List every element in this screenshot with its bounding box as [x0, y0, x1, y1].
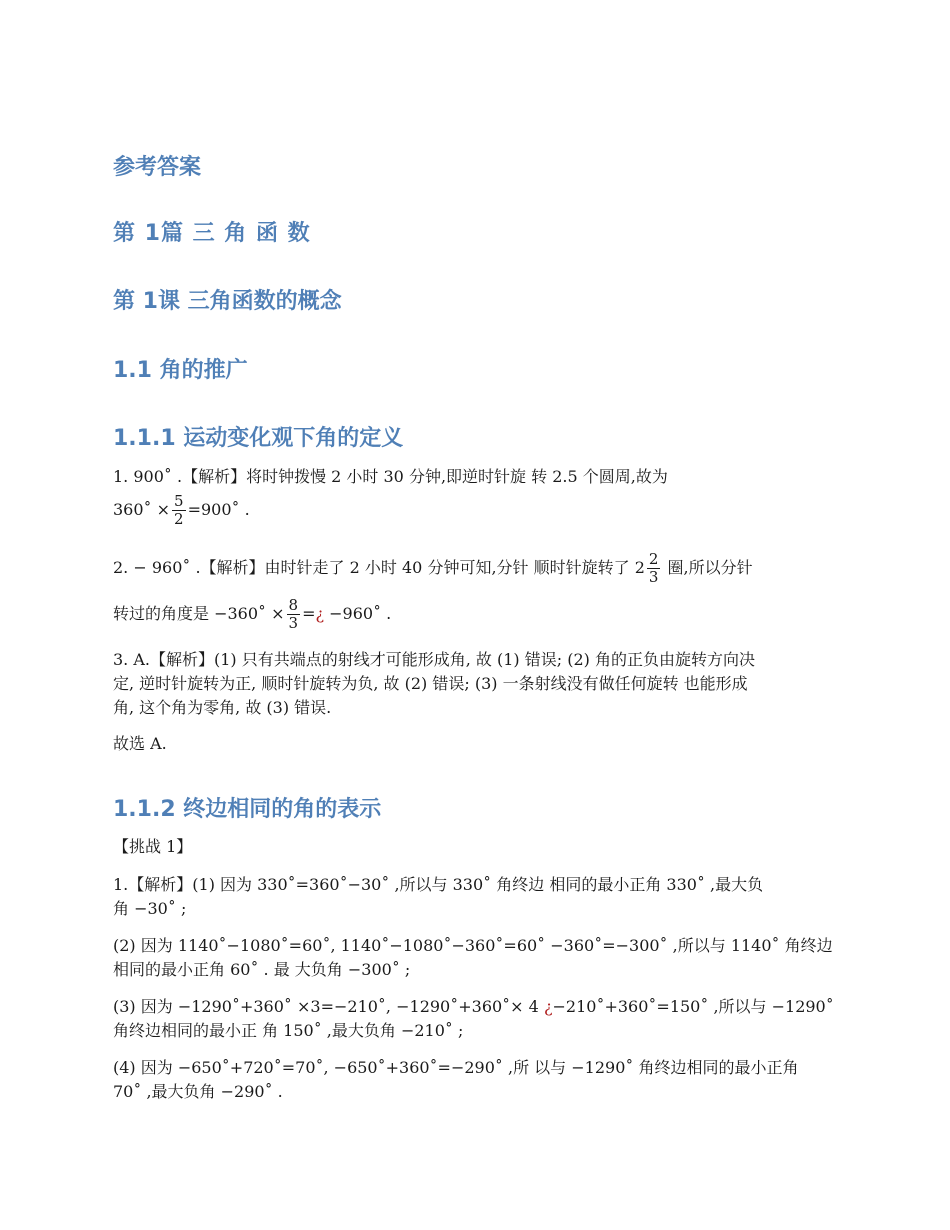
q1-line1: 1. 900˚ .【解析】将时钟拨慢 2 小时 30 分钟,即逆时针旋 转 2.5 个圆周,故为	[113, 467, 668, 486]
q2-frac-num: 8	[288, 596, 299, 614]
challenge-a3-glyph: ¿	[543, 997, 553, 1016]
q1-line2	[113, 490, 838, 530]
subsection-heading-1: 1.1.1 运动变化观下角的定义	[113, 426, 404, 451]
q2-line2	[113, 594, 838, 634]
q2-line1-b: 圈,所以分针	[667, 558, 753, 577]
q2-mixed-den: 3	[648, 568, 659, 586]
challenge-a3-line1	[113, 994, 838, 1020]
q3-line2: 定, 逆时针旋转为正, 顺时针旋转为负, 故 (2) 错误; (3) 一条射线没有做任何旋转 也能形成	[113, 674, 748, 693]
part-heading: 第 1篇 三 角 函 数	[113, 221, 311, 246]
q2-line2-a: 转过的角度是 −360˚ ×	[113, 604, 285, 623]
challenge-a3-line1-b: −210˚+360˚=150˚ ,所以与 −1290˚	[552, 997, 834, 1016]
q1-frac-den: 2	[174, 510, 184, 528]
challenge-a1-line1: 1.【解析】(1) 因为 330˚=360˚−30˚ ,所以与 330˚ 角终边 相同的最小正角 330˚ ,最大负	[113, 875, 764, 894]
challenge-a2-line1: (2) 因为 1140˚−1080˚=60˚, 1140˚−1080˚−360˚=60˚ −360˚=−300˚ ,所以与 1140˚ 角终边	[113, 936, 833, 955]
q3-line3: 角, 这个角为零角, 故 (3) 错误.	[113, 698, 332, 717]
subsection-heading-2: 1.1.2 终边相同的角的表示	[113, 797, 382, 822]
q2-line2-eq: =	[302, 604, 316, 623]
section-heading: 1.1 角的推广	[113, 358, 248, 383]
q2-frac-den: 3	[288, 614, 299, 632]
q2-line1-a: 2. − 960˚ .【解析】由时针走了 2 小时 40 分钟可知,分针 顺时针旋转了 2	[113, 558, 645, 577]
lesson-heading: 第 1课 三角函数的概念	[113, 289, 342, 314]
q2-glyph: ¿	[315, 604, 325, 623]
challenge-a1-line2: 角 −30˚ ;	[113, 899, 187, 918]
q1-line2-a: 360˚ ×	[113, 500, 171, 519]
q1-frac-num: 5	[174, 492, 184, 510]
q2-fraction	[287, 597, 301, 632]
q3-line1: 3. A.【解析】(1) 只有共端点的射线才可能形成角, 故 (1) 错误; (2) 角的正负由旋转方向决	[113, 650, 755, 669]
q1-line2-b: =900˚ .	[187, 500, 250, 519]
q2-line1	[113, 548, 838, 588]
challenge-a2-line2: 相同的最小正角 60˚ . 最 大负角 −300˚ ;	[113, 960, 411, 979]
challenge-a4-line1: (4) 因为 −650˚+720˚=70˚, −650˚+360˚=−290˚ ,所 以与 −1290˚ 角终边相同的最小正角	[113, 1058, 799, 1077]
q3-conclusion: 故选 A.	[113, 734, 167, 753]
answers-heading: 参考答案	[113, 155, 202, 180]
q1-fraction	[172, 493, 186, 528]
challenge-a4-line2: 70˚ ,最大负角 −290˚ .	[113, 1082, 283, 1101]
q2-mixed-fraction	[647, 551, 661, 586]
challenge-a3-line2: 角终边相同的最小正 角 150˚ ,最大负角 −210˚ ;	[113, 1021, 464, 1040]
q2-mixed-num: 2	[648, 550, 659, 568]
q2-line2-b: −960˚ .	[324, 604, 392, 623]
challenge-a3-line1-a: (3) 因为 −1290˚+360˚ ×3=−210˚, −1290˚+360˚× 4	[113, 997, 544, 1016]
challenge-title: 【挑战 1】	[113, 837, 193, 856]
